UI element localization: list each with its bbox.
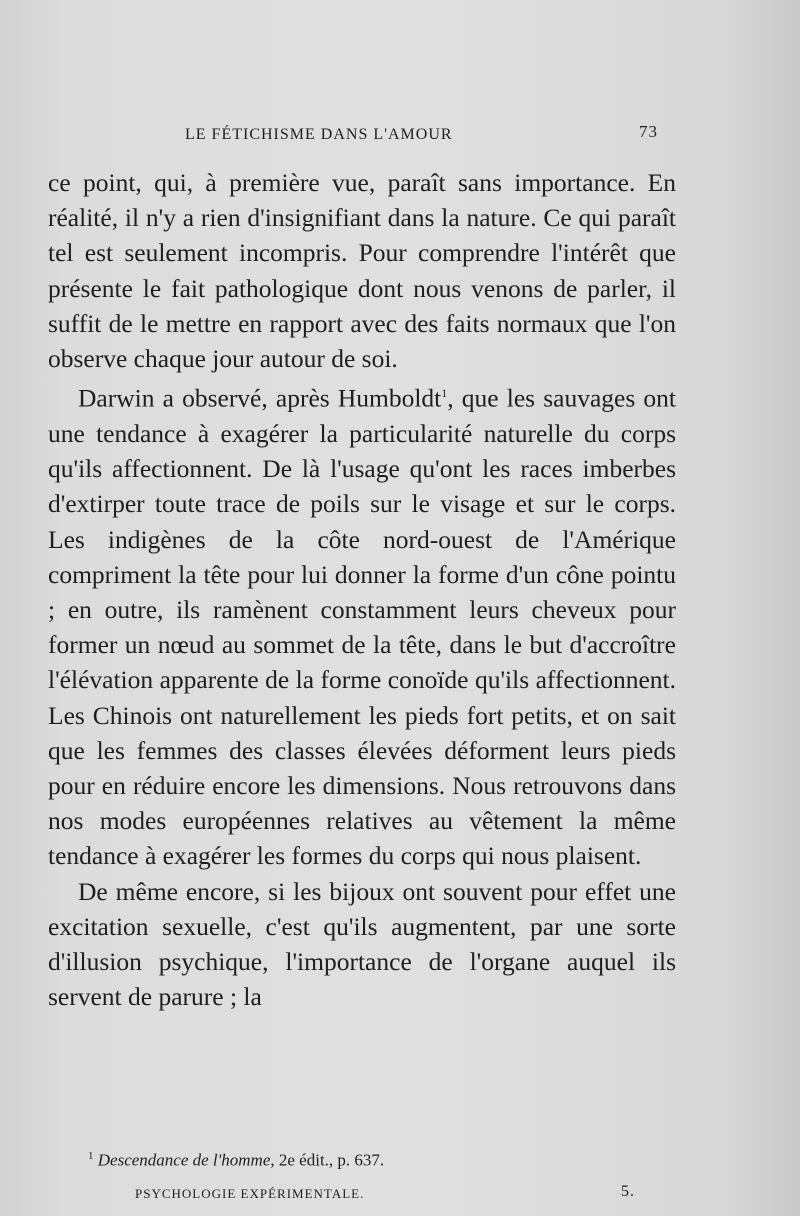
signature-text: PSYCHOLOGIE EXPÉRIMENTALE.	[135, 1186, 365, 1201]
running-title: LE FÉTICHISME DANS L'AMOUR	[185, 126, 453, 143]
signature-number: 5.	[621, 1183, 635, 1200]
paragraph-2	[48, 376, 676, 873]
paragraph-2-before-note: Darwin a observé, après Humboldt	[78, 383, 442, 413]
footnote-title: Descendance de l'homme	[97, 1150, 271, 1170]
footnote-citation: , 2e édit., p. 637.	[270, 1150, 385, 1170]
printer-signature	[135, 1183, 635, 1202]
footnote-mark: 1	[88, 1150, 94, 1162]
body-text	[48, 165, 676, 1014]
paragraph-2-after-note: , que les sauvages ont une tendance à exagérer la particularité naturelle du corps qu'ils affectionnent. De là l'usage qu'ont les races imberbes d'extirper toute trace de poils sur le visage et sur le corps. Les indigènes de la côte nord-ouest de l'Amérique compriment la tête pour lui donner la forme d'un cône pointu ; en outre, ils ramènent constamment leurs cheveux pour former un nœud au sommet de la tête, dans le but d'accroître l'élévation apparente de la forme conoïde qu'ils affectionnent. Les Chinois ont naturellement les pieds fort petits, et on sait que les femmes des classes élevées déforment leurs pieds pour en réduire encore les dimensions. Nous retrouvons dans nos modes européennes relatives au vêtement la même tendance à exagérer les formes du corps qui nous plaisent.	[48, 383, 676, 871]
paragraph-1: ce point, qui, à première vue, paraît sans importance. En réalité, il n'y a rien d'insignifiant dans la nature. Ce qui paraît tel est seulement incompris. Pour comprendre l'intérêt que présente le fait pathologique dont nous venons de parler, il suffit de le mettre en rapport avec des faits normaux que l'on observe chaque jour autour de soi.	[48, 168, 676, 374]
page-number: 73	[639, 122, 658, 141]
footnote-reference: 1	[441, 386, 448, 401]
footnote	[88, 1150, 384, 1171]
paragraph-3: De même encore, si les bijoux ont souvent pour effet une excitation sexuelle, c'est qu'ils augmentent, par une sorte d'illusion psychique, l'importance de l'organe auquel ils servent de parure ; la	[48, 876, 676, 1012]
